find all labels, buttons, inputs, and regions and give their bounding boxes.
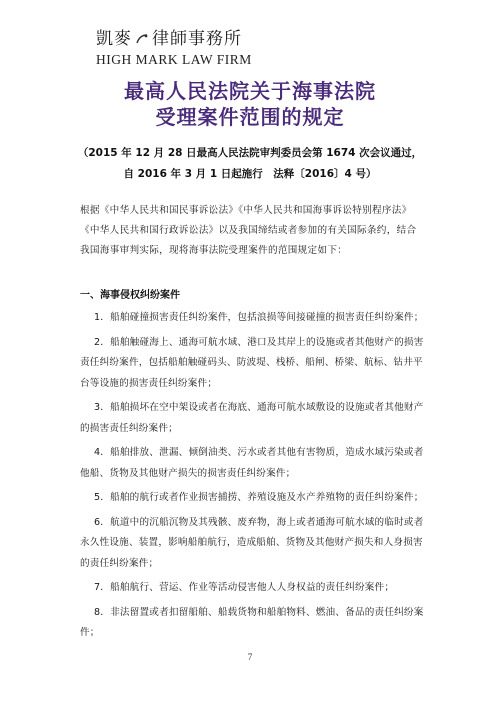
list-item: 6．航道中的沉船沉物及其残骸、废弃物，海上或者通海可航水域的临时或者永久性设施、装置，影响船舶航行，造成船舶、货物及其他财产损失和人身损害的责任纠纷案件； [80,516,424,569]
document-title-line1: 最高人民法院关于海事法院 [124,79,376,103]
firm-name-english: HIGH MARK LAW FIRM [96,52,252,67]
firm-logo-icon [135,32,149,46]
intro-paragraph: 根据《中华人民共和国民事诉讼法》《中华人民共和国海事诉讼特别程序法》《中华人民共和国行政诉讼法》以及我国缔结或者参加的有关国际条约，结合我国海事审判实际，现将海事法院受理案件的范围规定如下： [80,205,417,256]
list-item: 7．船舶航行、营运、作业等活动侵害他人人身权益的责任纠纷案件； [94,582,395,593]
list-item: 1．船舶碰撞损害责任纠纷案件，包括浪损等间接碰撞的损害责任纠纷案件； [94,312,424,323]
list-item: 4．船舶排放、泄漏、倾倒油类、污水或者其他有害物质，造成水域污染或者他船、货物及其他财产损失的损害责任纠纷案件； [80,447,424,479]
list-item: 5．船舶的航行或者作业损害捕捞、养殖设施及水产养殖物的责任纠纷案件； [94,492,424,503]
page-number: 7 [247,652,253,662]
firm-name-cn-part2: 律師事務所 [152,29,242,49]
adoption-info-line1: （2015 年 12 月 28 日最高人民法院审判委员会第 1674 次会议通过， [77,147,423,159]
firm-header [96,28,316,68]
list-item: 8．非法留置或者扣留船舶、船载货物和船舶物料、燃油、备品的责任纠纷案件； [80,606,424,638]
document-title-line2: 受理案件范围的规定 [155,105,345,129]
firm-name-cn-part1: 凱麥 [96,29,132,49]
section-heading: 一、海事侵权纠纷案件 [80,290,180,301]
adoption-info-line2: 自 2016 年 3 月 1 日起施行 法释〔2016〕4 号） [123,168,377,180]
firm-name-chinese [96,28,316,50]
list-item: 2．船舶触碰海上、通海可航水域、港口及其岸上的设施或者其他财产的损害责任纠纷案件，包括船舶触碰码头、防波堤、栈桥、船闸、桥梁、航标、钻井平台等设施的损害责任纠纷案件； [80,336,424,389]
item-list [80,308,430,648]
list-item: 3．船舶损坏在空中架设或者在海底、通海可航水域敷设的设施或者其他财产的损害责任纠纷案件； [80,402,424,434]
